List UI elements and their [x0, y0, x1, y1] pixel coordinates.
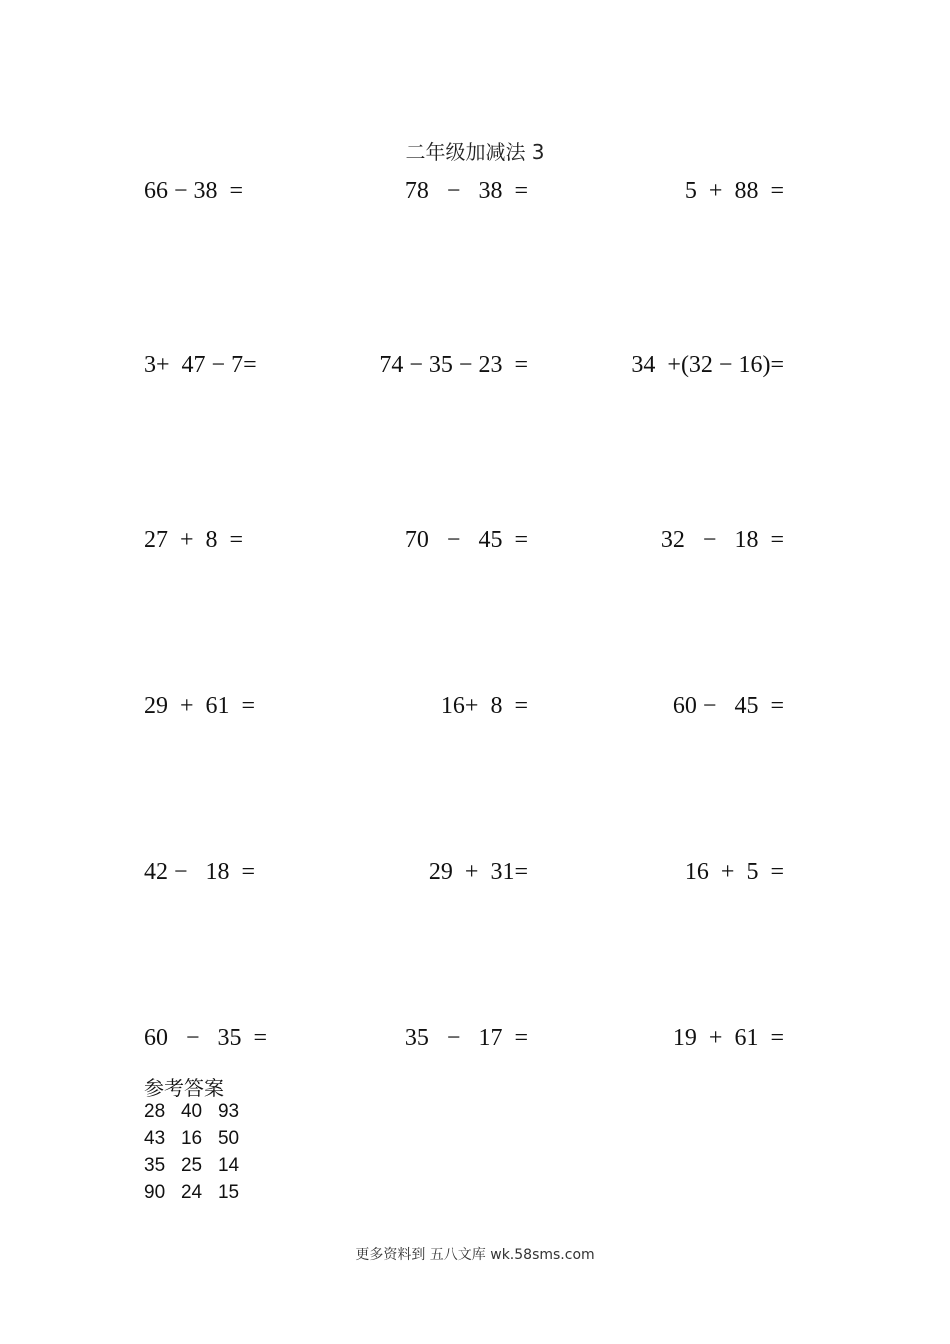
- problem: 19 + 61 =: [672, 1025, 784, 1051]
- problem: 70 − 45 =: [404, 527, 528, 553]
- answers-heading: 参考答案: [144, 1076, 224, 1100]
- answer-row: 35 25 14: [144, 1155, 240, 1176]
- problem: 29 + 61 =: [144, 693, 256, 719]
- problem-row-2: [0, 349, 950, 381]
- problem: 5 + 88 =: [684, 178, 784, 204]
- problem: 60 − 45 =: [672, 693, 784, 719]
- problem-row-6: [0, 1022, 950, 1054]
- problem: 78 − 38 =: [404, 178, 528, 204]
- answer-row: 43 16 50: [144, 1128, 240, 1149]
- answer-row: 90 24 15: [144, 1182, 240, 1203]
- problem: 16 + 5 =: [684, 859, 784, 885]
- problem: 42 − 18 =: [144, 859, 256, 885]
- problem-row-4: [0, 690, 950, 722]
- problem: 16+ 8 =: [440, 693, 528, 719]
- page-title: 二年级加减法 3: [405, 140, 545, 164]
- problem: 29 + 31=: [428, 859, 528, 885]
- problem-row-1: [0, 175, 950, 207]
- footer-link[interactable]: 更多资料到 五八文库 wk.58sms.com: [355, 1247, 595, 1263]
- answers-list: [144, 1098, 239, 1206]
- answer-row: 28 40 93: [144, 1101, 240, 1122]
- problem: 27 + 8 =: [144, 527, 244, 553]
- problem: 35 − 17 =: [404, 1025, 528, 1051]
- problem: 3+ 47 − 7=: [144, 352, 257, 378]
- problem: 34 +(32 − 16)=: [631, 352, 784, 378]
- problem: 74 − 35 − 23 =: [379, 352, 528, 378]
- problem: 66 − 38 =: [144, 178, 244, 204]
- problem-row-5: [0, 856, 950, 888]
- problem: 60 − 35 =: [144, 1025, 268, 1051]
- problem: 32 − 18 =: [660, 527, 784, 553]
- problem-row-3: [0, 524, 950, 556]
